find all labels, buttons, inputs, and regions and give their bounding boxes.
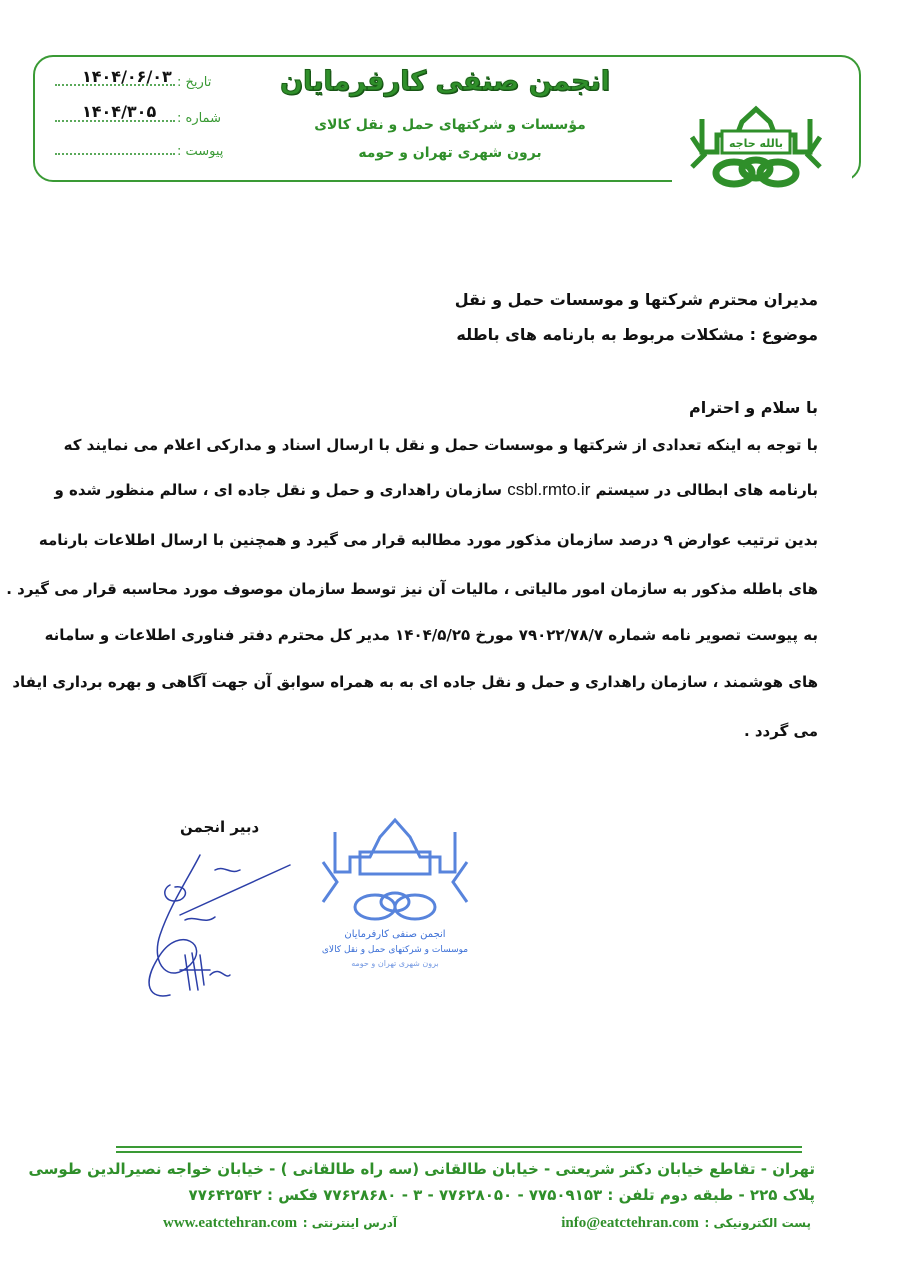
- number-label: شماره :: [177, 111, 221, 126]
- line2-prefix: بارنامه های ابطالی در سیستم: [595, 481, 818, 499]
- stamp-line-1: انجمن صنفی کارفرمایان: [344, 929, 446, 940]
- website-link[interactable]: www.eatctehran.com: [163, 1215, 298, 1231]
- date-label: تاریخ :: [177, 75, 212, 90]
- org-subtitle-2: برون شهری تهران و حومه: [358, 145, 542, 161]
- emblem-logo-icon: [682, 97, 830, 189]
- paragraph-line-1: با توجه به اینکه تعدادی از شرکتها و موسسات حمل و نقل با ارسال اسناد و مدارکی اعلام می نمایند که: [63, 436, 818, 454]
- attachment-field: [55, 143, 223, 159]
- org-title: انجمن صنفی کارفرمایان: [280, 66, 610, 97]
- footer-address-2: پلاک ۲۲۵ - طبقه دوم تلفن : ۷۷۵۰۹۱۵۳ - ۷۷۶۲۸۰۵۰ - ۳ - ۷۷۶۲۸۶۸۰ فکس : ۷۷۶۴۲۵۴۲: [188, 1186, 815, 1204]
- stamp-line-3: برون شهری تهران و حومه: [351, 959, 439, 968]
- footer-double-rule: [116, 1146, 802, 1153]
- stamp-line-2: موسسات و شرکتهای حمل و نقل کالای: [321, 945, 469, 955]
- paragraph-line-2: [54, 480, 818, 500]
- email-label: پست الکترونیکی :: [704, 1216, 811, 1230]
- organization-stamp: [305, 812, 485, 977]
- footer-website: [163, 1212, 397, 1232]
- footer-address-1: تهران - تقاطع خیابان دکتر شریعتی - خیابان طالقانی (سه راه طالقانی ) - خیابان خواجه نصیرالدین طوسی: [28, 1160, 815, 1178]
- paragraph-line-7: می گردد .: [743, 722, 818, 740]
- recipient-line: مدیران محترم شرکتها و موسسات حمل و نقل: [454, 290, 818, 309]
- footer-email: [561, 1212, 811, 1232]
- line2-rest: سازمان راهداری و حمل و نقل جاده ای ، سالم منظور شده و: [54, 481, 502, 499]
- signer-title: دبیر انجمن: [180, 818, 260, 836]
- number-value: ۱۴۰۴/۳۰۵: [82, 102, 157, 121]
- greeting: با سلام و احترام: [689, 398, 818, 417]
- email-link[interactable]: info@eatctehran.com: [561, 1215, 699, 1231]
- handwritten-signature: [130, 845, 310, 1005]
- attachment-label: پیوست :: [177, 144, 224, 159]
- date-value: ۱۴۰۴/۰۶/۰۳: [82, 67, 172, 86]
- website-label: آدرس اینترنتی :: [302, 1216, 398, 1230]
- system-url: csbl.rmto.ir: [507, 480, 591, 499]
- org-subtitle-1: مؤسسات و شرکتهای حمل و نقل کالای: [314, 117, 586, 133]
- subject-line: موضوع : مشکلات مربوط به بارنامه های باطله: [456, 325, 818, 344]
- paragraph-line-4: های باطله مذکور به سازمان امور مالیاتی ، مالیات آن نیز توسط سازمان موصوف مورد محاسبه قرار می گیرد .: [6, 580, 818, 598]
- paragraph-line-6: های هوشمند ، سازمان راهداری و حمل و نقل جاده ای به به همراه سوابق آن جهت آگاهی و بهره برداری ایفاد: [12, 673, 818, 691]
- attachment-dots: [55, 143, 175, 155]
- paragraph-line-3: بدین ترتیب عوارض ۹ درصد سازمان مذکور مورد مطالبه قرار می گیرد و همچنین با ارسال اطلاعات بارنامه: [38, 531, 818, 549]
- paragraph-line-5: به پیوست تصویر نامه شماره ۷۹۰۲۲/۷۸/۷ مورخ ۱۴۰۴/۵/۲۵ مدیر کل محترم دفتر فناوری اطلاعات و سامانه: [44, 626, 818, 644]
- logo-text: بالله حاجه: [728, 137, 784, 150]
